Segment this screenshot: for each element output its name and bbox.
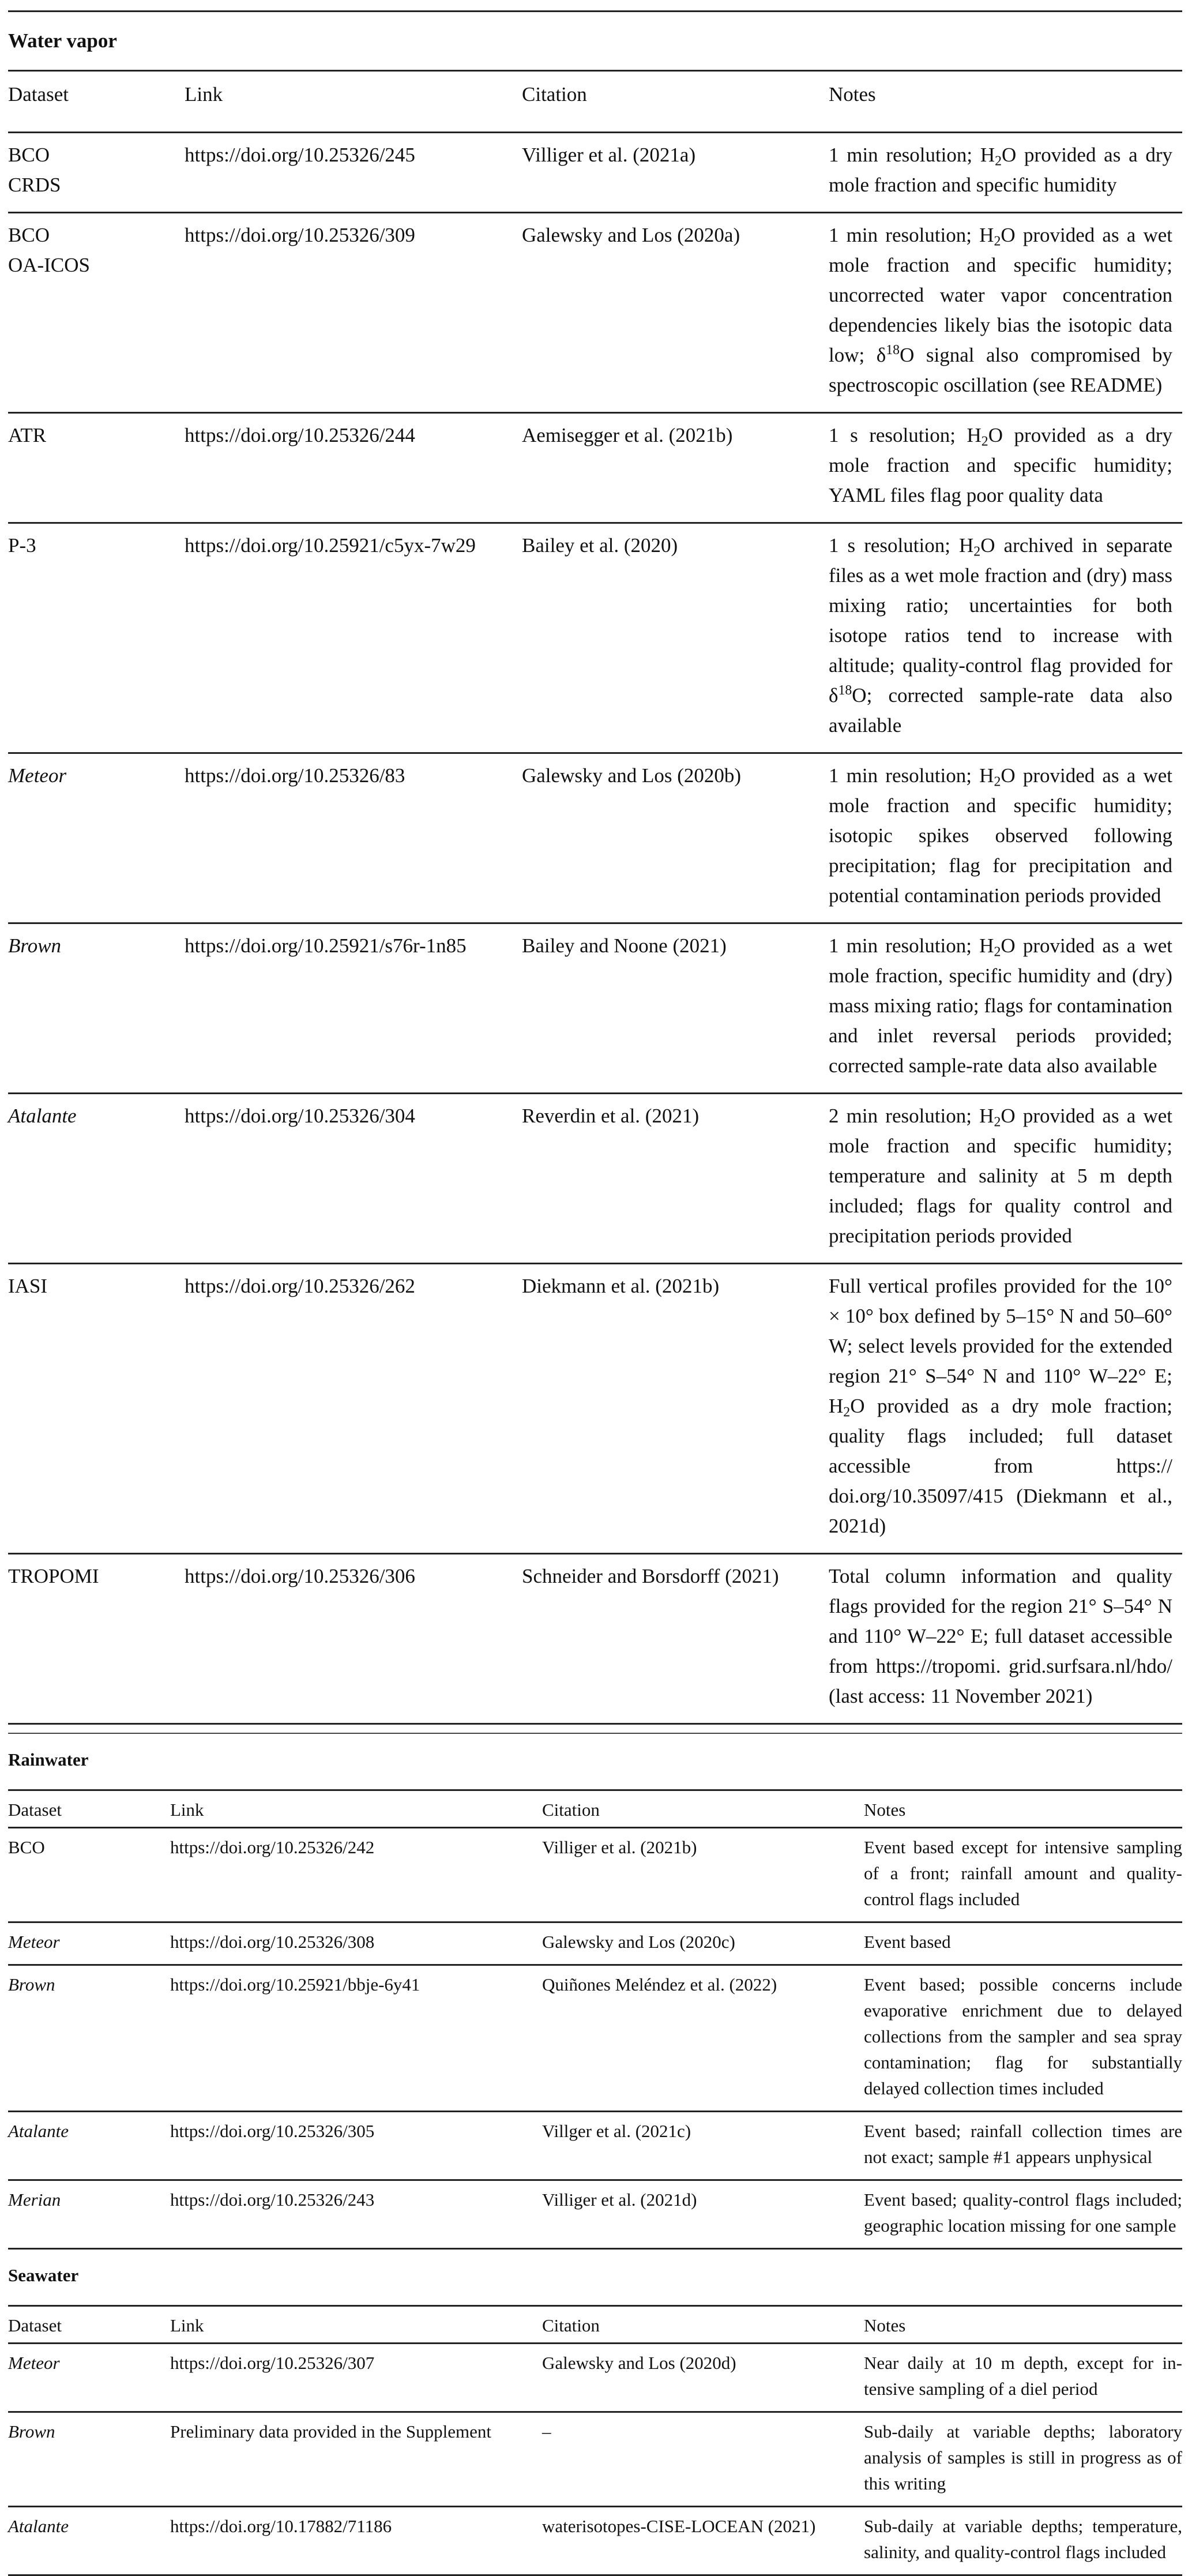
table-row [8,1828,1182,1921]
notes-text: O provided as a dry mole fraction and specific humidity [829,144,1172,196]
dataset-name: Atalante [8,1105,77,1127]
notes-text: 1 min resolution; H [829,224,994,246]
dataset-link[interactable]: https://doi.org/10.17882/71186 [170,2516,392,2536]
column-header-row [8,72,1182,132]
citation: Quiñones Meléndez et al. (2022) [542,1974,777,1995]
section-gap [8,1725,1182,1733]
dataset-name: P-3 [8,534,36,557]
table-row [8,924,1182,1092]
column-header-notes: Notes [864,2315,906,2335]
notes-text: O provided as a wet mole fraction and specific humidity; temperature and salinity at 5 m depth included; flags for quality control and precipitation periods provided [829,1105,1172,1247]
notes-text: 1 s resolution; H [829,534,974,557]
citation: Villiger et al. (2021b) [542,1837,697,1857]
notes [825,420,1172,510]
column-header-row [8,1791,1182,1827]
notes-text: Sub-daily at variable depths; laboratory analysis of samples is still in progress as of this writing [864,2421,1182,2494]
notes-text: 1 min resolution; H [829,764,994,787]
dataset-link[interactable]: https://doi.org/10.25326/83 [185,764,405,787]
table-body [8,132,1182,1723]
notes-text: 1 min resolution; H [829,934,994,957]
notes [825,531,1172,741]
section-seawater [8,2248,1182,2576]
section-rainwater [8,1733,1182,2248]
column-header-notes: Notes [829,83,876,106]
citation: Villiger et al. (2021d) [542,2190,697,2210]
table-row [8,1966,1182,2111]
citation: Aemisegger et al. (2021b) [522,424,733,446]
column-header-dataset: Dataset [8,2315,62,2335]
dataset-name: ATR [8,424,47,446]
notes [864,1834,1182,1912]
superscript: 18 [838,682,852,698]
notes-text: Event based; rainfall collection times are not exact; sample #1 appears unphysical [864,2121,1182,2167]
dataset-link[interactable]: https://doi.org/10.25326/306 [185,1565,415,1587]
dataset-link[interactable]: https://doi.org/10.25326/243 [170,2190,375,2210]
notes [825,1561,1172,1711]
citation: Villger et al. (2021c) [542,2121,691,2141]
table-row [8,754,1182,922]
notes-text: O provided as a dry mole fraction; quality flags included; full dataset accessible from https:// doi.org/10.35097/415 (Diekmann et al., 2021d) [829,1395,1172,1537]
citation: Bailey et al. (2020) [522,534,678,557]
dataset-link[interactable]: https://doi.org/10.25326/309 [185,224,415,246]
section-water-vapor [8,10,1182,1723]
section-title: Rainwater [8,1749,89,1770]
table-row [8,2344,1182,2411]
citation: Diekmann et al. (2021b) [522,1275,720,1297]
dataset-link[interactable]: https://doi.org/10.25921/bbje-6y41 [170,1974,420,1995]
table-row [8,2181,1182,2248]
table-body [8,2342,1182,2574]
dataset-name: BCO CRDS [8,144,61,196]
datasets-table [8,0,1182,2576]
table-row [8,133,1182,212]
citation: Villiger et al. (2021a) [522,144,696,166]
superscript: 18 [886,342,900,358]
notes-text: O; corrected sample-rate data also available [829,684,1172,737]
dataset-name: Merian [8,2190,61,2210]
subscript: 2 [994,1114,1001,1130]
citation: Reverdin et al. (2021) [522,1105,700,1127]
notes [825,1101,1172,1251]
notes [864,2419,1182,2496]
notes-text: O provided as a wet mole fraction, specific humidity and (dry) mass mixing ratio; flags for contamination and inlet reversal periods provided; corrected sample-rate data also available [829,934,1172,1077]
section-title: Water vapor [8,29,117,52]
notes-text: O provided as a dry mole fraction and specific humidity; YAML files flag poor quality data [829,424,1172,506]
notes-text: Full vertical profiles provided for the 10° × 10° box defined by 5–15° N and 50–60° W; select levels provided for the extended region 21° S–54° N and 110° W–22° E; H [829,1275,1172,1417]
citation: – [542,2421,551,2442]
column-header-dataset: Dataset [8,83,69,106]
notes-text: O provided as a wet mole fraction and specific humidity; uncorrected water vapor concentration dependencies likely bias the isotopic data low; δ [829,224,1172,366]
dataset-link[interactable]: https://doi.org/10.25326/307 [170,2353,375,2373]
dataset-link[interactable]: https://doi.org/10.25326/304 [185,1105,415,1127]
notes-text: Event based; quality-control flags included; geographic location missing for one sample [864,2190,1182,2236]
table-row [8,213,1182,412]
citation: Schneider and Borsdorff (2021) [522,1565,779,1587]
subscript: 2 [994,774,1001,790]
notes-text: 1 s resolution; H [829,424,982,446]
citation: Galewsky and Los (2020a) [522,224,740,246]
notes-text: Event based; possible concerns include evaporative enrichment due to delayed collections from the sampler and sea spray contamination; flag for substantially delayed collection times included [864,1974,1182,2098]
dataset-name: Brown [8,934,62,957]
table-row [8,2507,1182,2574]
notes [864,2187,1182,2239]
table-row [8,2413,1182,2506]
notes-text: Event based except for intensive sampling of a front; rainfall amount and quality-control flags included [864,1837,1182,1909]
notes-text: 1 min resolution; H [829,144,995,166]
table-row [8,1923,1182,1964]
notes [864,1972,1182,2101]
notes-text: Total column information and quality flags provided for the region 21° S–54° N and 110° W–22° E; full dataset accessible from https://tropomi. grid.surfsara.nl/hdo/ (last access: 11 November 2021) [829,1565,1172,1707]
notes-text: Event based [864,1932,951,1952]
dataset-link[interactable]: https://doi.org/10.25326/262 [185,1275,415,1297]
citation: Bailey and Noone (2021) [522,934,727,957]
notes-text: O signal also compromised by spectroscopic oscillation (see README) [829,344,1173,396]
subscript: 2 [994,234,1001,249]
table-row [8,1264,1182,1553]
dataset-link[interactable]: https://doi.org/10.25921/c5yx-7w29 [185,534,476,557]
dataset-name: IASI [8,1275,48,1297]
dataset-link[interactable]: https://doi.org/10.25326/305 [170,2121,375,2141]
table-row [8,414,1182,522]
subscript: 2 [981,434,988,449]
notes-text: O provided as a wet mole fraction and specific humidity; isotopic spikes observed following precipitation; flag for precipitation and potential contamination periods provided [829,764,1172,907]
notes [825,1271,1172,1541]
column-header-link: Link [170,2315,204,2335]
dataset-link[interactable]: https://doi.org/10.25326/245 [185,144,415,166]
notes [864,2118,1182,2170]
dataset-name: Brown [8,2421,55,2442]
dataset-name: Meteor [8,2353,60,2373]
dataset-link: Preliminary data provided in the Supplement [170,2421,492,2442]
notes [864,1929,1182,1955]
dataset-link[interactable]: https://doi.org/10.25326/308 [170,1932,375,1952]
notes [864,2513,1182,2565]
notes [825,220,1172,400]
dataset-link[interactable]: https://doi.org/10.25921/s76r-1n85 [185,934,467,957]
dataset-name: Meteor [8,764,67,787]
dataset-name: Brown [8,1974,55,1995]
subscript: 2 [973,544,981,559]
dataset-name: BCO [8,1837,45,1857]
dataset-link[interactable]: https://doi.org/10.25326/244 [185,424,415,446]
subscript: 2 [995,153,1002,169]
dataset-link[interactable]: https://doi.org/10.25326/242 [170,1837,375,1857]
notes-text: Near daily at 10 m depth, except for intensive sampling of a diel period [864,2353,1182,2399]
dataset-name: Atalante [8,2516,69,2536]
notes [864,2350,1182,2402]
column-header-link: Link [185,83,223,106]
subscript: 2 [843,1405,851,1420]
citation: waterisotopes-CISE-LOCEAN (2021) [542,2516,816,2536]
column-header-citation: Citation [522,83,587,106]
column-header-row [8,2307,1182,2342]
dataset-name: Meteor [8,1932,60,1952]
table-body [8,1827,1182,2248]
notes [825,931,1172,1081]
citation: Galewsky and Los (2020c) [542,1932,735,1952]
notes-text: O archived in separate files as a wet mole fraction and (dry) mass mixing ratio; uncertainties for both isotope ratios tend to increase with altitude; quality-control flag provided for δ [829,534,1173,707]
column-header-dataset: Dataset [8,1800,62,1820]
table-row [8,524,1182,752]
notes-text: 2 min resolution; H [829,1105,994,1127]
citation: Galewsky and Los (2020d) [542,2353,736,2373]
column-header-notes: Notes [864,1800,906,1820]
citation: Galewsky and Los (2020b) [522,764,742,787]
notes-text: Sub-daily at variable depths; temperature, salinity, and quality-control flags included [864,2516,1182,2562]
dataset-name: BCO OA-ICOS [8,224,90,276]
column-header-link: Link [170,1800,204,1820]
table-row [8,2112,1182,2179]
table-row [8,1554,1182,1723]
column-header-citation: Citation [542,2315,600,2335]
notes [825,140,1172,200]
table-row [8,1094,1182,1263]
dataset-name: TROPOMI [8,1565,99,1587]
notes [825,761,1172,911]
dataset-name: Atalante [8,2121,69,2141]
subscript: 2 [994,944,1001,960]
column-header-citation: Citation [542,1800,600,1820]
section-title: Seawater [8,2265,79,2285]
